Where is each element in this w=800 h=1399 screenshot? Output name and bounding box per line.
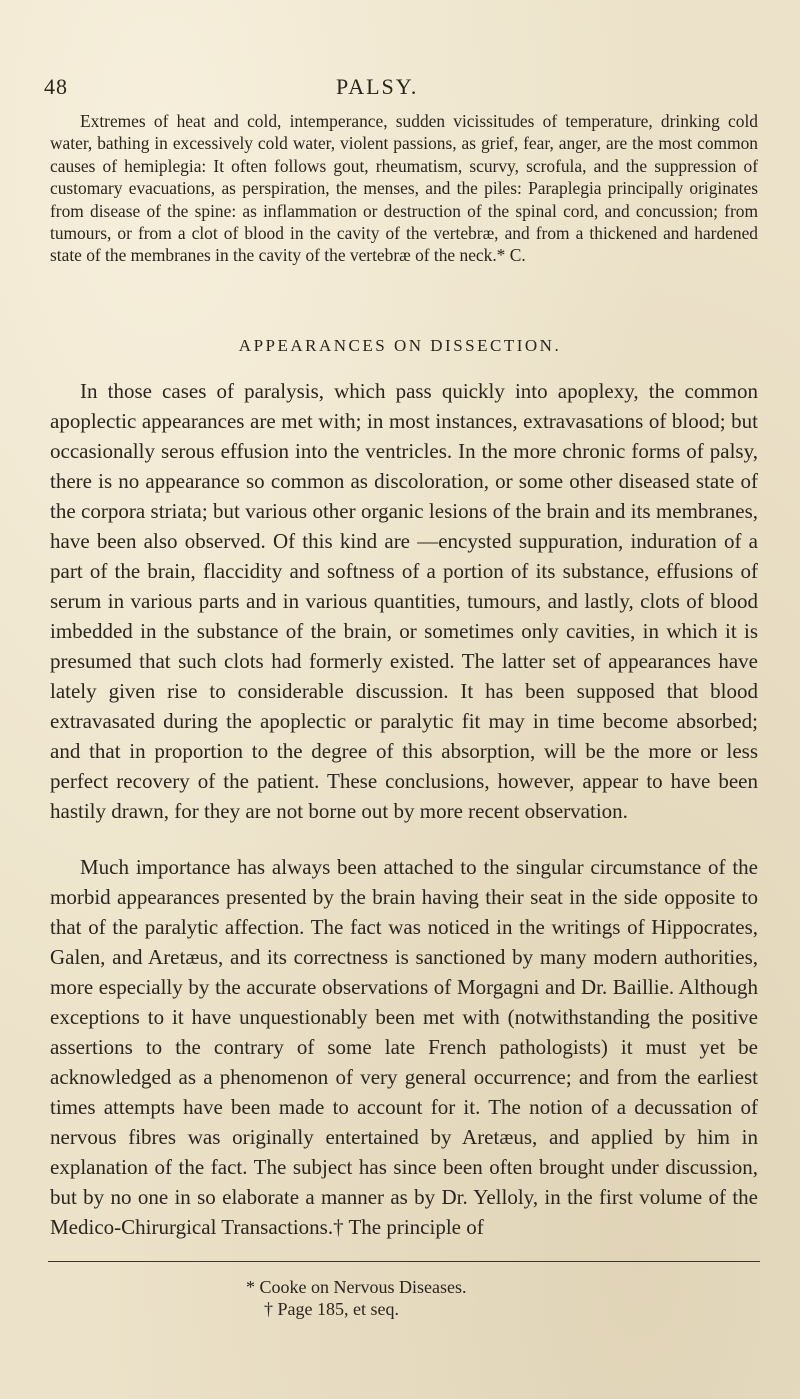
dissection-paragraph-2: Much importance has always been attached to the singular circumstance of the morbid appearances presented by the brain having their seat in the side opposite to that of the paralytic affection. The fact was noticed in the writings of Hippocrates, Galen, and Aretæus, and its correctness is sanctioned by many modern authorities, more especially by the accurate observations of Morgagni and Dr. Baillie. Although exceptions to it have unquestionably been met with (notwithstanding the positive assertions to the contrary of some late French pathologists) it must yet be acknowledged as a phenomenon of very general occurrence; and from the earliest times attempts have been made to account for it. The notion of a decussation of nervous fibres was originally entertained by Aretæus, and applied by him in explanation of the fact. The subject has since been often brought under discussion, but by no one in so elaborate a manner as by Dr. Yelloly, in the first volume of the Medico-Chirurgical Transactions.† The principle of (50, 855, 758, 1239)
footnote-1: * Cooke on Nervous Diseases. (246, 1277, 467, 1297)
intro-paragraph: Extremes of heat and cold, intemperance, sudden vicissitudes of temperature, drinking cold water, bathing in excessively cold water, violent passions, as grief, fear, anger, are the most common causes of hemiplegia: It often follows gout, rheumatism, scurvy, scrofula, and the suppression of customary evacuations, as perspiration, the menses, and the piles: Paraplegia principally originates from disease of the spine: as inflammation or destruction of the spinal cord, and concussion; from tumours, or from a clot of blood in the cavity of the vertebræ, and from a thickened and hardened state of the membranes in the cavity of the vertebræ of the neck.* C. (50, 111, 758, 266)
section-heading: APPEARANCES ON DISSECTION. (238, 336, 562, 355)
dissection-paragraph-1: In those cases of paralysis, which pass quickly into apoplexy, the common apoplectic appearances are met with; in most instances, extravasations of blood; but occasionally serous effusion into the ventricles. In the more chronic forms of palsy, there is no appearance so common as discoloration, or some other diseased state of the corpora striata; but various other organic lesions of the brain and its membranes, have been also observed. Of this kind are —encysted suppuration, induration of a part of the brain, flaccidity and softness of a portion of its substance, effusions of serum in various parts and in various quantities, tumours, and lastly, clots of blood imbedded in the substance of the brain, or sometimes only cavities, in which it is presumed that such clots had formerly existed. The latter set of appearances have lately given rise to considerable discussion. It has been supposed that blood extravasated during the apoplectic or paralytic fit may in time become absorbed; and that in proportion to the degree of this absorption, will be the more or less perfect recovery of the patient. These conclusions, however, appear to have been hastily drawn, for they are not borne out by more recent observation. (50, 379, 758, 823)
running-head (44, 74, 764, 104)
footnote-divider (48, 1261, 760, 1262)
running-title: PALSY. (336, 74, 419, 99)
page-number: 48 (44, 74, 68, 99)
footnote-2: † Page 185, et seq. (264, 1299, 399, 1319)
